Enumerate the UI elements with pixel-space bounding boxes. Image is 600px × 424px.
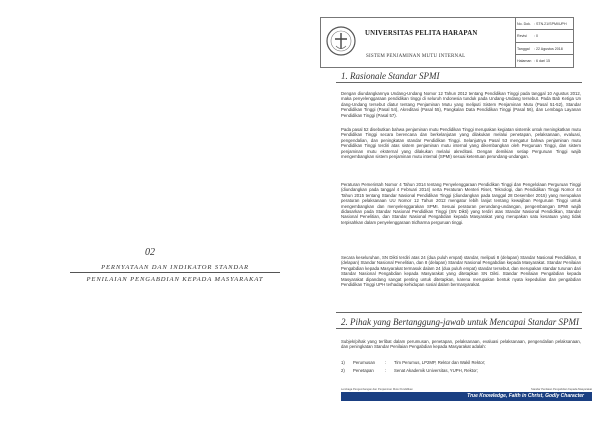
institution-name: UNIVERSITAS PELITA HARAPAN	[365, 30, 478, 37]
system-name: SISTEM PENJAMINAN MUTU INTERNAL	[366, 54, 466, 59]
chapter-title-line2: PENILAIAN PENGABDIAN KEPADA MASYARAKAT	[86, 276, 264, 283]
info-row-revision: Revisi : 0	[515, 30, 573, 42]
footer-right-text: Standar Penilaian Pengabdian Kepada Masyarakat	[531, 388, 592, 391]
footer-motto: True Knowledge, Faith in Christ, Godly Character	[467, 393, 584, 399]
section-1-paragraph-1: Dengan diundangkannya Undang-Undang Nomor 12 Tahun 2012 tentang Pendidikan Tinggi pada tanggal 10 Agustus 2012, maka penyelenggaraan pendidikan tinggi di seluruh Indonesia tunduk pada Undang-Undang tersebut. Pada Bab Ketiga Un dang-Undang tersebut diatur tentang Penjaminan Mutu yang meliputi Sistem Penjaminan Mutu (Pasal 51-52), Standar Pendidikan Tinggi (Pasal 54), Akreditasi (Pasal 55), Pangkalan Data Pendidikan Tinggi (Pasal 56), dan Lembaga Layanan Pendidikan Tinggi (Pasal 57).	[341, 91, 581, 118]
section-1-paragraph-3: Peraturan Pemerintah Nomor 4 Tahun 2014 tentang Penyelenggaraan Pendidikan Tinggi dan Pengelolaan Perguruan Tinggi (diundangkan pada tanggal 4 Februari 2014) serta Peraturan Menteri Riset, Teknologi, dan Pendidikan Tinggi Nomor 44 Tahun 2015 tentang Standar Nasional Pendidikan Tinggi (diundangkan pada tanggal 28 Desember 2015) yang merupakan peraturan pelaksanaan UU Nomor 12 Tahun 2012 mengatur lebih lanjut tentang kewajiban Perguruan Tinggi untuk mengembangkan dan menyelenggarakan SPMI. Sesuai peraturan perundang-undangan, pengembangan SPMI wajib didasarkan pada Standar Nasional Pendidikan Tinggi (SN Dikti) yang terdiri atas Standar Nasional Pendidikan, Standar Nasional Penelitian, dan Standar Nasional Pengabdian kepada Masyarakat yang merupakan satu kesatuan yang tidak terpisahkan dalam penyelenggaraan tridharma perguruan tinggi.	[341, 182, 581, 225]
section-2-rule	[336, 328, 582, 329]
section-1-rule	[336, 82, 582, 83]
right-page	[301, 0, 600, 424]
chapter-number: 02	[145, 247, 155, 258]
university-logo-icon	[325, 24, 357, 58]
info-row-doc-number: No. Dok. : STN.21/SPMI/UPH	[515, 18, 573, 30]
section-2-rule-top	[336, 312, 582, 313]
chapter-title-divider	[70, 272, 280, 273]
document-info-table	[515, 18, 573, 67]
section-2-heading: 2. Pihak yang Bertanggung-jawab untuk Mencapai Standar SPMI	[341, 317, 579, 327]
section-1-paragraph-4: Secara keseluruhan, SN Dikti terdiri atas 24 (dua puluh empat) standar, meliputi 8 (delapan) Standar Nasional Pendidikan, 8 (delapan) Standar Nasional Penelitian, dan 8 (delapan) Standar Nasional Pengabdian kepada Masyarakat. Standar Penilaian Pengabdian kepada Masyarakat termasuk dalam 24 (dua puluh empat) standar tersebut, dan merupakan standar turunan dari Standar Nasional Pengabdian kepada Masyarakat yang ditetapkan SN Dikti. Standar Penilaian Pengabdian kepada Masyarakat dipandang sangat penting untuk ditetapkan, karena merupakan bentuk nyata kepedulian dan pengabdian Pendidikan Tinggi UPH terhadap kehidupan sosial dalam bermasyarakat.	[341, 255, 581, 288]
footer-left-text: Lembaga Pengembangan dan Penjaminan Mutu Pendidikan	[341, 388, 413, 391]
info-row-date: Tanggal : 22 Agustus 2018	[515, 43, 573, 55]
document-header	[320, 17, 574, 68]
list-item: 2) Penetapan : Senat Akademik Universitas, YUPH, Rektor;	[341, 368, 478, 373]
section-1-heading: 1. Rasionale Standar SPMI	[341, 71, 440, 81]
chapter-title-line1: PERNYATAAN DAN INDIKATOR STANDAR	[101, 264, 249, 271]
section-2-intro: Subjek/pihak yang terlibat dalam perumusan, penetapan, pelaksanaan, evaluasi pelaksanaan, pengendalian pelaksanaan, dan peningkatan Standar Penilaian Pengabdian kepada Masyarakat adalah:	[341, 339, 581, 350]
footer-band	[341, 392, 592, 401]
info-row-page: Halaman : 6 dari 15	[517, 58, 550, 63]
list-item: 1) Perumusan : Tim Perumus, LP2MP, Rektor dan Wakil Rektor;	[341, 360, 486, 365]
section-1-paragraph-2: Pada pasal 52 disebutkan bahwa penjaminan mutu Pendidikan Tinggi merupakan kegiatan sistemik untuk meningkatkan mutu Pendidikan Tinggi secara berencana dan berkelanjutan yang dilakukan melalui penetapan, pelaksanaan, evaluasi, pengendalian, dan peningkatan standar Pendidikan Tinggi. Selanjutnya Pasal 53 mengatur bahwa penjaminan mutu Pendidikan Tinggi terdiri atas sistem penjaminan mutu internal yang dikembangkan oleh Perguruan Tinggi, dan sistem penjaminan mutu eksternal yang dilakukan melalui akreditasi. Dengan demikian setiap Perguruan Tinggi wajib mengembangkan sistem penjaminan mutu internal (SPMI) sesuai ketentuan perundang-undangan.	[341, 127, 581, 160]
